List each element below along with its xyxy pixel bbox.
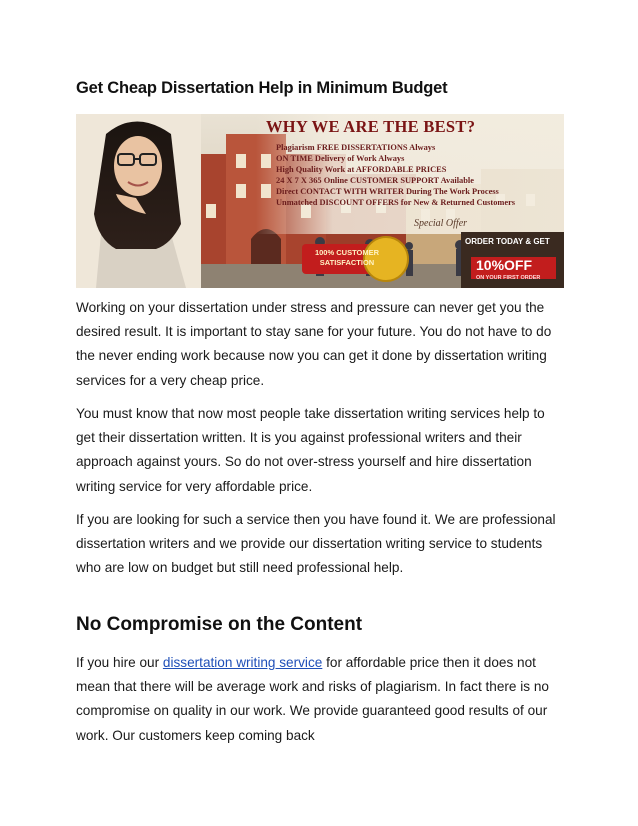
document-title: Get Cheap Dissertation Help in Minimum Budget xyxy=(76,79,448,97)
banner-bullet: 24 X 7 X 365 Online CUSTOMER SUPPORT Available xyxy=(276,176,474,185)
banner-headline: WHY WE ARE THE BEST? xyxy=(266,117,476,136)
banner-discount-sub: ON YOUR FIRST ORDER xyxy=(476,275,541,281)
paragraph-text: If you hire our xyxy=(76,655,163,670)
paragraph-offer: If you are looking for such a service then you have found it. We are professional dissertation writers and we provide our dissertation writing service to students who are low on budget but still need professional help. xyxy=(76,512,556,576)
paragraph-no-compromise xyxy=(76,651,566,748)
banner-bullet: Unmatched DISCOUNT OFFERS for New & Returned Customers xyxy=(276,198,516,207)
banner-order-today: ORDER TODAY & GET xyxy=(465,237,550,246)
promo-banner-image xyxy=(76,114,564,288)
banner-satisfaction-badge: 100% CUSTOMER SATISFACTION xyxy=(314,248,380,267)
banner-discount: 10%OFF xyxy=(476,257,533,273)
banner-bullet: Direct CONTACT WITH WRITER During The Work Process xyxy=(276,187,499,196)
paragraph-intro: Working on your dissertation under stress and pressure can never get you the desired result. It is important to stay sane for your future. You do not have to do the never ending work because now you can get it done by dissertation writing services for a very cheap price. xyxy=(76,300,552,388)
dissertation-service-link[interactable]: dissertation writing service xyxy=(162,655,323,670)
banner-special-offer: Special Offer xyxy=(414,218,468,229)
paragraph-text: for affordable price then it does not mean that there will be average work and risks of plagiarism. In fact there is no compromise on quality in our work. We provide guaranteed good results of our work. Our customers keep coming back xyxy=(76,655,549,743)
paragraph-services: You must know that now most people take dissertation writing services help to get their dissertation written. It is you against professional writers and their approach against yours. So do not over-stress yourself and hire dissertation writing service for very affordable price. xyxy=(76,406,545,494)
banner-bullet-list xyxy=(276,142,564,208)
banner-bullet: ON TIME Delivery of Work Always xyxy=(276,154,405,163)
section-heading: No Compromise on the Content xyxy=(76,614,363,635)
banner-bullet: Plagiarism FREE DISSERTATIONS Always xyxy=(276,143,436,152)
banner-bullet: High Quality Work at AFFORDABLE PRICES xyxy=(276,165,447,174)
